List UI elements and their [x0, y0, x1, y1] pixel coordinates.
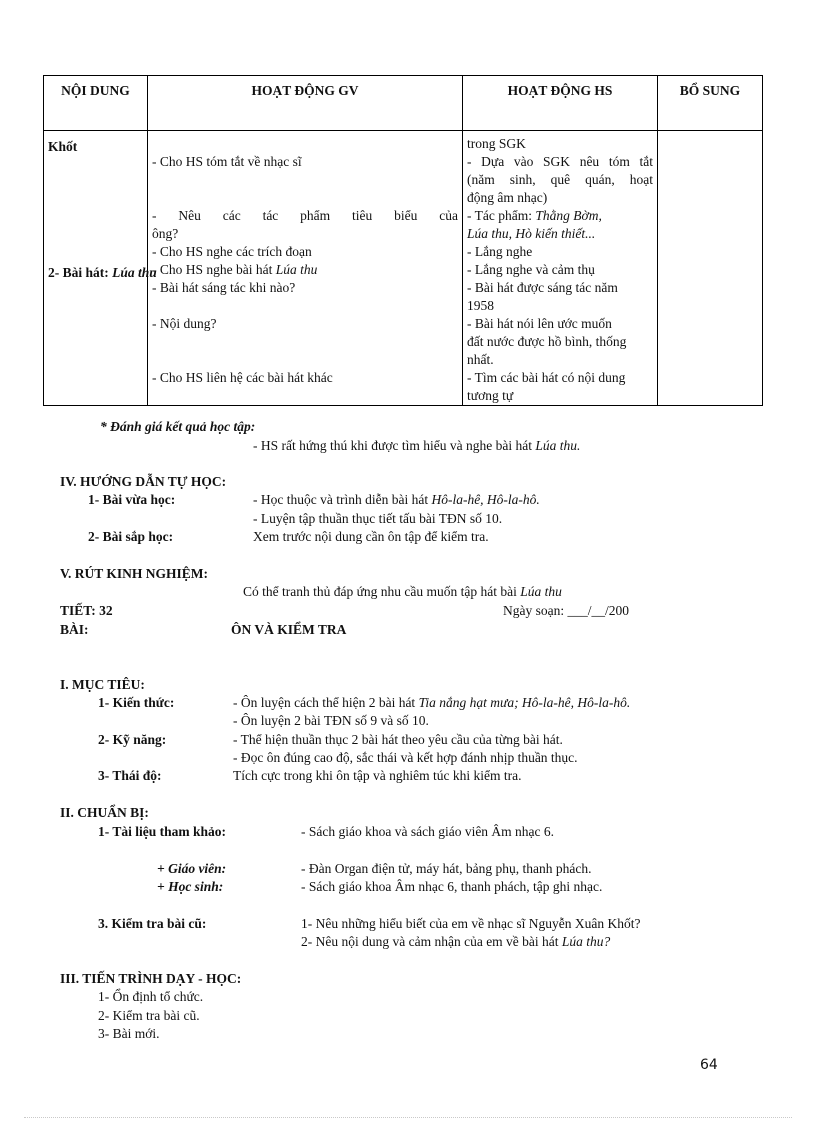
- knowledge-line2: - Ôn luyện 2 bài TĐN số 9 và số 10.: [233, 713, 429, 728]
- assessment-title: * Đánh giá kết quả học tập:: [100, 419, 256, 434]
- reference-text: - Sách giáo khoa và sách giáo viên Âm nhạc 6.: [301, 824, 555, 839]
- process-step-3: 3- Bài mới.: [98, 1026, 160, 1041]
- self-study-item1-part: - Học thuộc và trình diễn bài hát: [253, 492, 432, 507]
- student-label: + Học sinh:: [157, 879, 224, 894]
- topic-khot: Khốt: [48, 139, 78, 154]
- table-header-row: [44, 76, 763, 131]
- self-study-item1-label: 1- Bài vừa học:: [88, 492, 176, 507]
- topic-bai-hat-title: Lúa thu: [112, 265, 157, 280]
- table-row: [44, 131, 763, 406]
- supplement-column: [658, 131, 763, 406]
- skills-line2: - Đọc ôn đúng cao độ, sắc thái và kết hợp đánh nhịp thuần thục.: [233, 750, 578, 765]
- header-bo-sung: [658, 76, 763, 131]
- page-bottom-border: [24, 1117, 792, 1118]
- skills-label: 2- Kỹ năng:: [98, 732, 167, 747]
- assessment-song-title: Lúa thu.: [535, 438, 581, 453]
- assessment-text-part: - HS rất hứng thú khi được tìm hiểu và nghe bài hát: [253, 438, 536, 453]
- section-v-song: Lúa thu: [520, 584, 562, 599]
- header-bo-sung-text: BỔ SUNG: [679, 83, 741, 98]
- hs-line: - Dựa vào SGK nêu tóm tắt: [467, 154, 653, 169]
- student-activity-column: [463, 131, 658, 406]
- section-v-text: [243, 583, 562, 601]
- lesson-title: ÔN VÀ KIỂM TRA: [231, 622, 347, 637]
- knowledge-songs: Tia nắng hạt mưa; Hô-la-hê, Hô-la-hô.: [418, 695, 631, 710]
- hs-line-italic: Thằng Bờm,: [535, 208, 602, 223]
- topic-bai-hat: [48, 264, 157, 282]
- objectives-title: I. MỤC TIÊU:: [60, 677, 145, 692]
- skills-line1: - Thể hiện thuần thục 2 bài hát theo yêu cầu của từng bài hát.: [233, 732, 563, 747]
- process-title: III. TIẾN TRÌNH DẠY - HỌC:: [60, 971, 242, 986]
- gv-line-part: - Cho HS nghe bài hát: [152, 262, 276, 277]
- reference-label: 1- Tài liệu tham khảo:: [98, 824, 227, 839]
- check-question-1: 1- Nêu những hiểu biết của em về nhạc sĩ Nguyễn Xuân Khốt?: [301, 916, 641, 931]
- hs-line: nhất.: [467, 352, 494, 367]
- hs-line: trong SGK: [467, 136, 526, 151]
- hs-line-part: - Tác phẩm:: [467, 208, 536, 223]
- section-v-text-part: Có thể tranh thủ đáp ứng nhu cầu muốn tập hát bài: [243, 584, 521, 599]
- hs-line: - Lắng nghe: [467, 244, 533, 259]
- gv-line: ông?: [152, 226, 179, 241]
- self-study-item2-text: Xem trước nội dung cần ôn tập để kiểm tra.: [253, 529, 489, 544]
- student-text: - Sách giáo khoa Âm nhạc 6, thanh phách, tập ghi nhạc.: [301, 879, 603, 894]
- hs-line: 1958: [467, 298, 494, 313]
- gv-line: [152, 261, 458, 279]
- tiet-label: TIẾT: 32: [60, 603, 113, 618]
- gv-line: - Cho HS liên hệ các bài hát khác: [152, 370, 333, 385]
- hs-line: [467, 207, 653, 225]
- process-step-1: 1- Ổn định tổ chức.: [98, 989, 204, 1004]
- knowledge-label: 1- Kiến thức:: [98, 695, 175, 710]
- hs-line: - Bài hát nói lên ước muốn: [467, 316, 612, 331]
- teacher-label: + Giáo viên:: [157, 861, 227, 876]
- section-v-title: V. RÚT KINH NGHIỆM:: [60, 566, 209, 581]
- check-question-2-song: Lúa thu?: [561, 934, 611, 949]
- hs-line: - Bài hát được sáng tác năm: [467, 280, 618, 295]
- hs-line: Lúa thu, Hò kiến thiết...: [467, 226, 596, 241]
- hs-line: động âm nhạc): [467, 190, 548, 205]
- hs-line: - Tìm các bài hát có nội dung: [467, 370, 626, 385]
- knowledge-line1-part: - Ôn luyện cách thể hiện 2 bài hát: [233, 695, 419, 710]
- page-number: 64: [700, 1057, 718, 1073]
- preparation-title: II. CHUẨN BỊ:: [60, 805, 149, 820]
- hs-line: đất nước được hồ bình, thống: [467, 334, 627, 349]
- section-iv-title: IV. HƯỚNG DẪN TỰ HỌC:: [60, 474, 227, 489]
- header-noi-dung: NỘI DUNG: [44, 76, 148, 131]
- teacher-text: - Đàn Organ điện tử, máy hát, bảng phụ, thanh phách.: [301, 861, 592, 876]
- gv-line: - Bài hát sáng tác khi nào?: [152, 280, 296, 295]
- self-study-item2-label: 2- Bài sắp học:: [88, 529, 174, 544]
- hs-line: tương tự: [467, 388, 514, 403]
- assessment-text: [253, 437, 580, 455]
- gv-line-italic: Lúa thu: [275, 262, 318, 277]
- header-hoat-dong-gv: HOẠT ĐỘNG GV: [148, 76, 463, 131]
- knowledge-line1: [233, 694, 630, 712]
- content-column: [44, 131, 157, 406]
- lesson-activity-table: [43, 75, 763, 406]
- date-label: Ngày soạn: ___/__/200: [503, 603, 629, 618]
- attitude-label: 3- Thái độ:: [98, 768, 162, 783]
- check-question-2: [301, 933, 610, 951]
- self-study-item1-line1: [253, 491, 540, 509]
- gv-line: - Cho HS tóm tắt về nhạc sĩ: [152, 154, 302, 169]
- old-lesson-check-label: 3. Kiểm tra bài cũ:: [98, 916, 207, 931]
- bai-label: BÀI:: [60, 622, 89, 637]
- self-study-item1-line2: - Luyện tập thuần thục tiết tấu bài TĐN số 10.: [253, 511, 503, 526]
- hs-line: (năm sinh, quê quán, hoạt: [467, 172, 653, 187]
- gv-line: - Nội dung?: [152, 316, 217, 331]
- hs-line: - Lắng nghe và cảm thụ: [467, 262, 595, 277]
- process-step-2: 2- Kiểm tra bài cũ.: [98, 1008, 200, 1023]
- self-study-song: Hô-la-hê, Hô-la-hô.: [431, 492, 540, 507]
- teacher-activity-column: [148, 131, 463, 406]
- gv-line: - Cho HS nghe các trích đoạn: [152, 244, 312, 259]
- header-hoat-dong-hs: HOẠT ĐỘNG HS: [463, 76, 658, 131]
- check-question-2-part: 2- Nêu nội dung và cảm nhận của em về bài hát: [301, 934, 562, 949]
- gv-line: - Nêu các tác phẩm tiêu biểu của: [152, 208, 458, 223]
- topic-bai-hat-label: 2- Bài hát:: [48, 265, 113, 280]
- attitude-text: Tích cực trong khi ôn tập và nghiêm túc khi kiểm tra.: [233, 768, 522, 783]
